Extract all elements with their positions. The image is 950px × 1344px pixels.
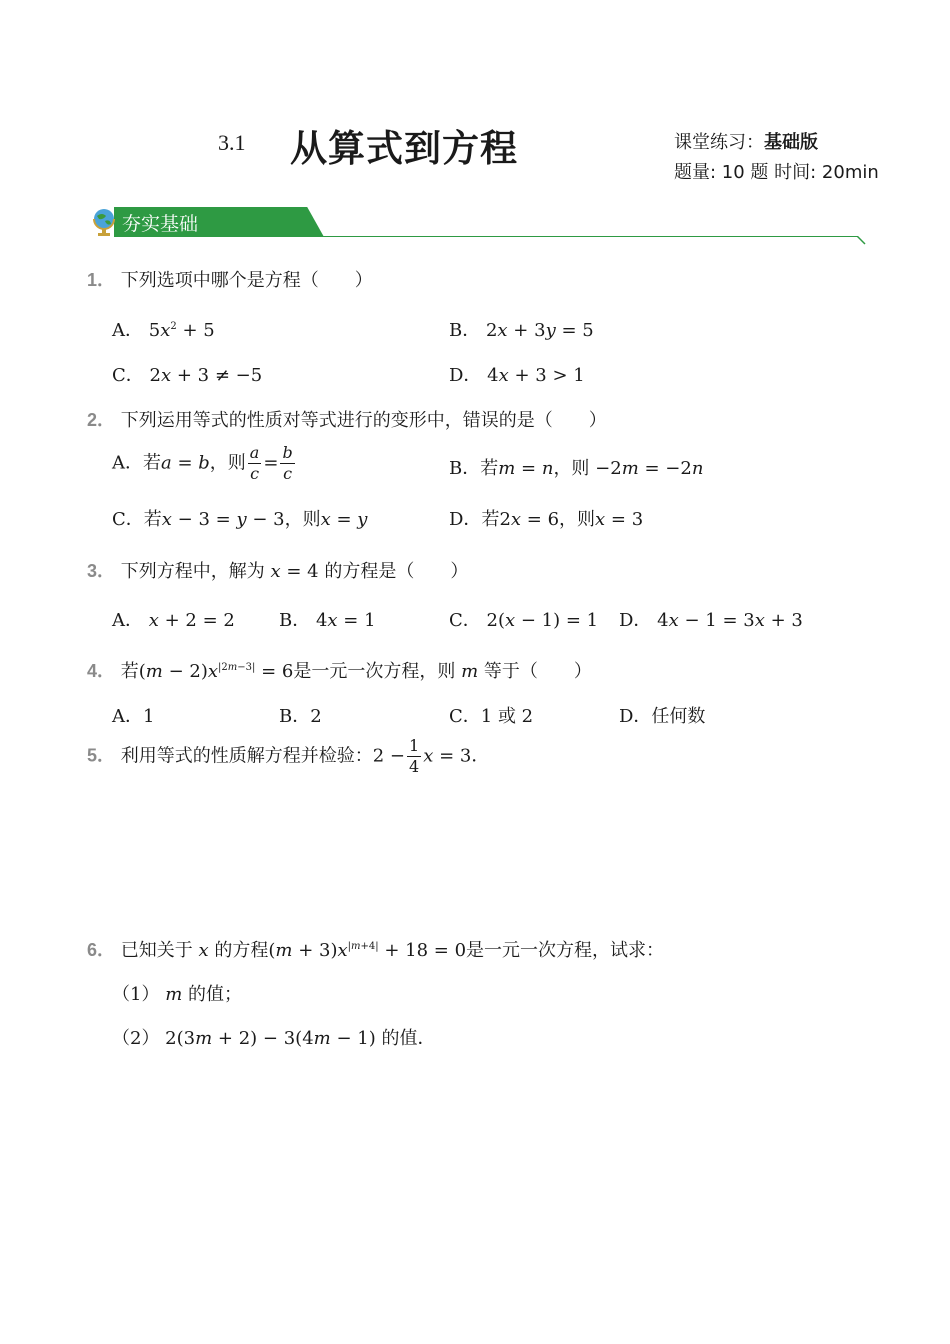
question-5: 5． 利用等式的性质解方程并检验：2 − $\frac{1}{4}$ x = 3． [87,736,490,776]
then-word: ，则 [284,509,321,530]
question-stem: 下列运用等式的性质对等式进行的变形中，错误的是（ ） [120,410,607,431]
question-number: 2． [87,410,116,430]
if-word: 若 [481,509,500,530]
option-label: A． [112,610,143,631]
question-number: 3． [87,561,116,581]
question-number: 1． [87,270,116,290]
then-word: ，则 [553,458,590,479]
q4-option-d: D．任何数 [619,706,706,727]
q3-option-a: A． x + 2 = 2 [112,610,235,631]
section-rule [256,236,858,237]
q2-option-d: D．若2x = 6，则x = 3 [449,509,644,530]
if-word: 若 [143,509,162,530]
q2-option-c: C．若x − 3 = y − 3，则x = y [112,509,368,530]
then-word: ，则 [209,452,246,474]
globe-icon [90,206,122,238]
q2-option-a: A．若a = b，则 $\frac{a}{c}$ = $\frac{b}{c}$ [112,443,293,483]
q3-option-b: B． 4x = 1 [279,610,376,631]
question-stem-b: 是一元一次方程，则 [293,661,456,682]
q6-part-1: （1） m 的值； [112,984,242,1005]
question-count: 题量: 10 题 时间: 20min [674,162,879,183]
if-word: 若 [143,452,161,474]
option-label: A． [112,320,143,341]
question-3: 3． 下列方程中，解为 x = 4 的方程是（ ） [87,561,469,582]
q1-option-a: A． $5x^2 + 5$ [112,320,215,341]
q1-option-c: C． 2x + 3 ≠ −5 [112,365,263,386]
practice-label [674,128,818,154]
rule-end-tick [857,236,867,246]
question-stem: 下列选项中哪个是方程（ ） [120,270,373,291]
q2-option-b: B．若m = n，则 −2m = −2n [449,458,704,479]
section-number: 3.1 [218,130,246,155]
part-text: 的值； [188,984,242,1005]
question-stem: 利用等式的性质解方程并检验： [120,745,373,767]
question-stem-a: 已知关于 [120,940,193,961]
option-label: B． [449,458,481,479]
question-number: 5． [87,745,116,766]
q4-option-c: C．1 或 2 [449,706,534,727]
if-word: 若 [480,458,499,479]
q3-option-c: C． 2(x − 1) = 1 [449,610,599,631]
question-stem-a: 若 [120,661,139,682]
option-label: A． [112,452,143,474]
banner-text: 夯实基础 [122,213,199,235]
question-stem-a: 下列方程中，解为 [120,561,265,582]
question-number: 6． [87,940,116,960]
question-stem-b: 的方程 [214,940,269,961]
fraction: $\frac{b}{c}$ [282,443,293,483]
option-label: C． [112,365,144,386]
q4-option-b: B．2 [279,706,322,727]
option-label: D． [449,365,482,386]
q4-option-a: A．1 [112,706,155,727]
question-6: 6． 已知关于 x 的方程$(m + 3)x^{|m+4|} + 18 = 0$是一元一次方程，试求： [87,940,665,961]
q6-part-2: （2） 2(3m + 2) − 3(4m − 1) 的值． [112,1028,436,1049]
q3-option-d: D． 4x − 1 = 3x + 3 [619,610,803,631]
option-label: C． [112,509,144,530]
part-label: （1） [112,984,160,1005]
option-label: B． [449,320,481,341]
question-stem-c: 是一元一次方程，试求： [466,940,665,961]
fraction: $\frac{1}{4}$ [409,736,420,776]
question-number: 4． [87,661,116,681]
question-4: 4． 若$(m - 2)x^{|2m-3|} = 6$是一元一次方程，则 m 等于（ ） [87,661,592,682]
then-word: ，则 [559,509,596,530]
practice-level: 基础版 [764,132,818,153]
question-stem-b: 的方程是（ ） [324,561,469,582]
question-stem-c: 等于（ ） [483,661,592,682]
part-text: 的值． [381,1028,436,1049]
option-label: C． [449,610,481,631]
part-label: （2） [112,1028,160,1049]
page-title: 从算式到方程 [290,127,518,170]
option-label: D． [619,610,652,631]
option-label: B． [279,610,311,631]
q1-option-b: B． 2x + 3y = 5 [449,320,594,341]
fraction: $\frac{a}{c}$ [249,443,260,483]
q1-option-d: D． 4x + 3 > 1 [449,365,585,386]
option-label: D． [449,509,482,530]
question-2 [87,406,607,432]
question-1 [87,266,373,292]
practice-type: 课堂练习： [674,132,764,153]
